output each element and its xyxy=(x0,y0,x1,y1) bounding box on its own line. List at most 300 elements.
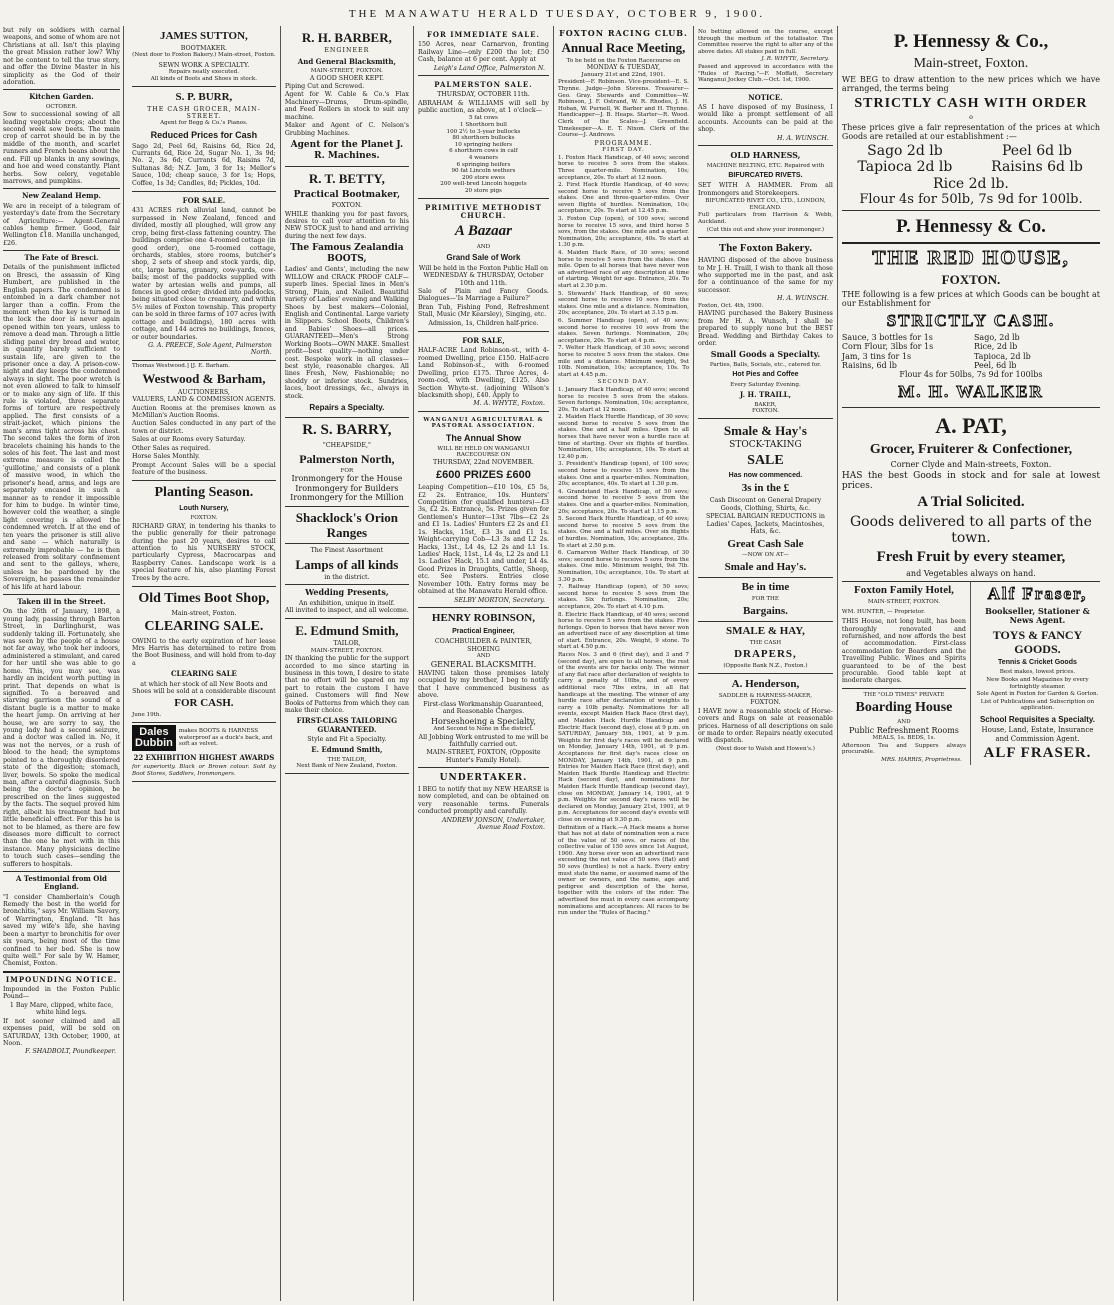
sutton-trade: BOOTMAKER. xyxy=(180,44,228,52)
dales-dubbin-ad xyxy=(132,723,276,782)
race-entry: 1. January Hack Handicap, of 40 sovs; second horse to receive 5 sovs from the stakes. Seven furlongs. Nomination, 10s; acceptance, 20s. To start at 12 noon. xyxy=(557,386,689,413)
barber-p3: Maker and Agent of C. Nelson's Grubbing Machines. xyxy=(284,122,409,137)
burr-trade: THE CASH GROCER, MAIN-STREET. xyxy=(147,105,261,120)
hack-definition: Definition of a Hack.—A Hack means a horse that has not at date of nomination won a race of the value of 50 sovs. or races of the collective value of 150 sovs since 1st August, 1900. Any horse ever won an advertised race exceeding the net value of 50 sovs (flat) and 50 sovs (hurdles) is not a hack. Every entry must state the name, or assumed name of the owner or owners, and the name, age and pedigree and description of the horse, together with the colors of the rider. The advertised fee must in every case accompany nominations and acceptances. All races to be run under the "Rules of Racing." xyxy=(557,824,689,917)
barber-subtitle: And General Blacksmith, xyxy=(297,56,396,66)
toys-fancy: TOYS & FANCY GOODS. xyxy=(992,627,1083,657)
livestock-item: 6 shorthorn cows in calf xyxy=(449,148,518,155)
barry-line-1: Ironmongery for the House xyxy=(291,474,403,484)
bakery-text: HAVING disposed of the above business to Mr J. H. Traill, I wish to thank all those who supported me in the past, and ask for a continuance of the same for my successor. xyxy=(697,257,833,294)
wanganui-date: THURSDAY, 22nd NOVEMBER. xyxy=(432,458,534,466)
farm-sale-ad xyxy=(132,192,276,361)
westwood-ad xyxy=(132,361,276,482)
smith-sig-1: E. Edmund Smith, xyxy=(311,745,383,755)
kitchen-month: OCTOBER. xyxy=(45,103,78,110)
be-in-time: Be in time xyxy=(741,581,790,594)
red-flour: Flour 4s for 50lbs, 7s 9d for 100lbs xyxy=(899,370,1043,380)
parties: Parties, Balls, Socials, etc., catered for. xyxy=(709,361,821,368)
impound-signature: F. SHADBOLT, Poundkeeper. xyxy=(25,1048,116,1056)
livestock-item: 6 springing heifers xyxy=(456,161,511,168)
meeting-date: January 21st and 22nd, 1901. xyxy=(581,71,666,78)
henderson-town: FOXTON. xyxy=(750,699,781,707)
sutton-line-2: All kinds of Boots and Shoes in stock. xyxy=(150,76,258,82)
column-1 xyxy=(128,26,281,1301)
burr-ad xyxy=(132,87,276,193)
pat-fruit: Fresh Fruit by every steamer, xyxy=(876,548,1066,565)
westwood-names: Thomas Westwood.] [J. E. Barham. xyxy=(132,362,230,369)
red-price-row xyxy=(842,333,1100,342)
clearing-cash: FOR CASH. xyxy=(174,697,234,710)
intro-text: but rely on soldiers with carnal weapons, and some of whom are not Christians at all. Isn't this playing the great Mission rather low? Why not be content to tell the true story, and offer the Divine Master in his simplicity as the God of their adoration. xyxy=(3,27,120,86)
betty-town: FOXTON. xyxy=(331,202,363,210)
livestock-item: 20 store pigs xyxy=(464,187,502,194)
dales-logo-text-1: Dales xyxy=(139,725,169,738)
sale2-text: HALF-ACRE Land Robinson-st., with 4-roomed Dwelling, price £150. Half-acre Land Robinson-st., with 6-roomed Dwelling, price £175. Three Acres, 4-room-cod, with Dwelling, £125. Also Section Whyte-st. (adjoining Wilson's blacksmith shop), £40. Apply to xyxy=(417,347,549,399)
barry-tag: "CHEAPSIDE," xyxy=(322,442,371,450)
smale-commenced: Has now commenced. xyxy=(728,472,803,480)
harness-heading: OLD HARNESS, xyxy=(730,150,801,161)
wanganui-show: The Annual Show xyxy=(445,432,522,443)
columns xyxy=(128,26,1104,1301)
race-entry: 2. First Hack Hurdle Handicap, of 40 sovs; second horse to receive 5 sovs from the stakes. One and three-quarter-miles. Over seven flights of hurdles. Nomination, 10s; acceptance, 20s. To start at 12.45 p.m. xyxy=(557,182,689,215)
walker-name: M. H. WALKER xyxy=(898,381,1044,401)
hotel-text: THIS House, not long built, has been thoroughly renovated and refurnished, and now affords the best of accommodation. First-class accommodation for Boarders and the Travelling Public. Wines and Spirits guaranteed to be of the best procurable. Good table kept at moderate charges. xyxy=(841,618,966,685)
bakery-ad xyxy=(698,238,833,419)
henderson-trade: SADDLER & HARNESS-MAKER, xyxy=(718,692,813,699)
henry-trade: Practical Engineer, xyxy=(452,627,515,635)
race-entry: 3. Foxton Cup (open), of 100 sovs; second horse to receive 15 sovs, and third horse 5 sovs, from the stakes. One mile and a quarter. Nomination, 20s; acceptance, 40s. To start at 1.30 p.m. xyxy=(557,216,689,249)
hennessy-title: P. Hennessy & Co., xyxy=(893,31,1049,52)
harness-particulars: Full particulars from Harrison & Webb, Auckland. xyxy=(697,212,833,226)
bresci-title: The Fate of Bresci. xyxy=(24,253,99,263)
notice-heading: NOTICE. xyxy=(748,92,783,102)
bazaar-p4: Admission, 1s, Children half-price. xyxy=(428,319,539,327)
sutton-ad xyxy=(132,26,276,87)
notice-text: AS I have disposed of my Business, I would like a prompt settlement of all accounts. Accounts can be paid at the shop. xyxy=(697,104,833,134)
traill-name: J. H. TRAILL, xyxy=(739,390,792,400)
race-entry: 6. Summer Handicap (open), of 40 sovs; second horse to receive 10 sovs from the stakes. Seven furlongs. Nomination, 20s; acceptance, 20s. To start at 4 p.m. xyxy=(557,317,689,344)
bazaar-text: Will be held in the Foxton Public Hall on WEDNESDAY & THURSDAY, October 10th and 11th. xyxy=(418,264,548,287)
red-house-town: FOXTON. xyxy=(941,272,1001,288)
livestock-item: 100 2½ to 3-year bullocks xyxy=(446,128,521,135)
wanganui-text: Leaping Competition—£10 10s, £5 5s, £2 2s. Entrance, 10s. Hunters' Competition (for qualified hunters)—£3 3s, £2 2s. Entrance, 5s. Prizes given for Gentlemen's Hunter—13st 7lbs—£2 2s and £1 1s. Ladies' Hunters £2 2s and £1 1s. Hacks, 15st, £3 3s and £1 1s. Weight-carrying Cob—L3 3s and L2 2s. Hacks, 13st., L4 4s, L2 2s and L1 1s. Ladies' Hack, 11st., L4 4s, L2 2s and L1 1s. Ladies' Hack, 15.1 and under, L4 4s. Good Prizes in Draughts, Cattle, Sheep, etc. See Posters. Entries close November 10th. Entry forms may be obtained at the Manawatu Herald office. xyxy=(417,484,549,596)
old-times-heading: THE "OLD TIMES" PRIVATE xyxy=(863,691,945,698)
undertaker-sig: ANDREW JONSON, Undertaker, Avenue Road Foxton. xyxy=(441,816,545,831)
red-price-item: Tapioca, 2d lb xyxy=(973,351,1031,361)
for-the: FOR THE xyxy=(751,596,780,602)
smith-style: Style and Fit a Specialty. xyxy=(307,735,387,743)
planting-town: FOXTON. xyxy=(190,515,218,522)
pat-vegetables: and Vegetables always on hand. xyxy=(906,568,1036,578)
race-terms: Races Nos. 3 and 6 (first day), and 3 and 7 (second day), are open to all horses, the rest of the events are for hacks only. The winner of any flat race after declaration of weights to carry a penalty of 10lbs, and of every additional race 7lbs extra, in all flat handicaps at the meeting. The winner of any hurdle race after declaration of weights to carry a 10lb penalty. Nominations for all events, except Maiden Hack Race (first day), and Maiden Hack Hurdle Handicap and Electric Hack (second day), close at 9 p.m. on SATURDAY, January 5th, 1901, at 9 p.m. Weights for first day's races will be declared on Monday, January 14th, 1901, at 9 p.m. Acceptances for first day's races close on MONDAY, January 14th, 1901, at 9 p.m. Entries for Maiden Hack Race (first day), and Maiden Hack Hurdle Handicap and Electric Hack (second day), and nominations for Maiden Hack Hurdle Handicap (second day), close on MONDAY, January 14, 1901, at 9 p.m. Weights for second day's races will be declared on Monday, January 21st, 1901, at 9 p.m. Acceptances for second day's events will close on evening at 9.30 p.m. xyxy=(557,652,689,823)
hennessy-prices xyxy=(842,143,1100,176)
livestock-item: 5 fat cows xyxy=(468,115,498,122)
palmerston-text: ABRAHAM & WILLIAMS will sell by public auction, as above, at 1 o'clock— xyxy=(417,99,549,115)
red-price-item: Corn Flour, 3lbs for 1s xyxy=(841,342,934,352)
farm-sale-signature: G. A. PREECE, Sole Agent, Palmerston North. xyxy=(148,341,272,357)
immediate-sale-text: 150 Acres, near Carnarvon, fronting Railway Line—only £200 the lot; £50 Cash, balance at 6 per cent. Apply at xyxy=(417,41,549,64)
undertaker-ad xyxy=(418,768,549,834)
smith-sig-3: Next Bank of New Zealand, Foxton. xyxy=(296,763,398,770)
old-times-boot-ad xyxy=(132,587,276,723)
red-price-row xyxy=(842,352,1100,361)
harness-ad xyxy=(698,146,833,238)
henry-p3: And Second to None in the district. xyxy=(433,725,534,732)
column-left xyxy=(0,26,124,1301)
westwood-trade: AUCTIONEERS, xyxy=(177,388,230,396)
church-heading: PRIMITIVE METHODIST CHURCH. xyxy=(425,202,542,220)
hotel-address: MAIN-STREET, FOXTON. xyxy=(867,598,941,605)
pat-name: A. PAT, xyxy=(935,412,1007,438)
fraser-name: Alf Fraser, xyxy=(987,583,1088,603)
pat-text: HAS the best Goods in stock and for sale at lowest prices. xyxy=(841,470,1100,492)
smith-sig-2: THE TAILOR, xyxy=(327,756,367,763)
red-price-item: Peel, 6d lb xyxy=(973,361,1017,371)
westwood-p4: Other Sales as required. xyxy=(132,444,211,452)
clearing-date: June 19th. xyxy=(132,712,162,719)
bazaar-ad xyxy=(418,199,549,333)
wanganui-heading: WANGANUI AGRICULTURAL & PASTORAL ASSOCIATION. xyxy=(423,416,544,430)
testimonial-text: "I consider Chamberlain's Cough Remedy the best in the world for bronchitis," says Mr. William Savory, of Warrington, England. "It has saved my wife's life, she having been a martyr to bronchitis for over six years, being most of the time confined to her bed. She is now quite well." For sale by W. Hamer, Chemist, Foxton. xyxy=(3,893,120,968)
sutton-address: (Next door to Foxton Bakery.) Main-street, Foxton. xyxy=(132,52,276,59)
planting-subtitle: Louth Nursery, xyxy=(179,504,229,512)
pat-trial: A Trial Solicited. xyxy=(917,494,1025,511)
testimonial-title: A Testimonial from Old England. xyxy=(16,874,107,892)
agent-text: Sole Agent in Foxton for Garden & Gorton. xyxy=(976,691,1099,698)
cash-sale: Great Cash Sale xyxy=(727,537,804,550)
hennessy-ad: P. Hennessy & Co., Main-street, Foxton. WE BEG to draw attention to the new prices which we have arranged, the terms being STRICTLY CASH WITH ORDER o These prices give a fair representation of the prices at which Goods are retailed at our establishment :— Sago 2d lb Peel 6d lb Tapioca 2d lb Raisins 6d lb Rice 2d lb. Flour 4s for 50lb, 7s 9d for 100lb. xyxy=(842,26,1100,211)
impound-text: Impounded in the Foxton Public Pound— xyxy=(3,986,120,1001)
immediate-sale-heading: FOR IMMEDIATE SALE. xyxy=(426,30,540,39)
betting-text: No betting allowed on the course, except through the medium of the totalisator. The Committee reserve the right to alter any of the above dates. All stakes paid in full. xyxy=(697,29,833,55)
sutton-line-1: Repairs neatly executed. xyxy=(168,69,239,76)
bargains: Bargains. xyxy=(742,604,788,617)
burr-price-list: Sago 2d, Peel 6d, Raisins 6d, Rice 2d, Currants 6d, Rice 2d, Sugar No. 1, 3s 9d; No. 2, 3s 6d; Currants 6d, Raisins 7d, Sultanas 8d; N.Z. Jam, 3 for 1s; Mellor's Sauce, 10d; cheap sauce, 3 for 1s; Hops, Coffee, 1s 3d; Candles, 8d; Pickles, 10d. xyxy=(132,142,276,187)
dales-row xyxy=(132,725,276,751)
red-price-item: Sago, 2d lb xyxy=(973,332,1020,342)
wedding-text: An exhibition, unique in itself. xyxy=(298,599,395,607)
barry-ad xyxy=(285,418,409,618)
harness-rivets: BIFURCATED RIVETS. xyxy=(728,172,803,180)
westwood-subtitle: VALUERS, LAND & COMMISSION AGENTS. xyxy=(132,396,276,404)
red-house-prices xyxy=(842,333,1100,371)
betty-ad xyxy=(285,167,409,418)
smale-discount: 3s in the £ xyxy=(741,482,790,495)
wunsch-notice xyxy=(698,89,833,146)
barber-ad xyxy=(285,26,409,167)
westwood-p2: Auction Sales conducted in any part of the town or district. xyxy=(132,420,276,435)
harness-cut: (Cut this out and show your ironmonger.) xyxy=(706,226,825,233)
barry-for: FOR xyxy=(340,467,354,474)
red-price-row xyxy=(842,342,1100,351)
passed-text: Passed and approved in accordance with the "Rules of Racing."—F. Moffatt, Secretary Wanganui Jockey Club.—Oct. 1st, 1900. xyxy=(697,63,833,84)
fraser-signature: ALF FRASER. xyxy=(983,744,1092,761)
planet-agent: Agent for the Planet J. R. Machines. xyxy=(290,139,404,161)
henry-and: AND xyxy=(476,652,491,659)
bakery-text-2: HAVING purchased the Bakery Business from Mr H. A. Wunsch, I shall be prepared to supply none but the BEST Bread. Wedding and Birthday Cakes to order. xyxy=(697,310,833,347)
race-entry: 2. Maiden Hack Hurdle Handicap, of 30 sovs; second horse to receive 5 sovs from the stakes. One and a half miles. Open to all horses that have never won a hurdle race at time of starting. Over six flights of hurdles. Nomination, 10s; acceptance, 10s. To start at 12.40 p.m. xyxy=(557,414,689,460)
zealandia-text: Ladies' and Gents', including the new WILLOW and CRACK PROOF CALF—superb lines. Special lines in Men's Strong, Plain, and Nailed. Beautiful variety of Ladies' evening and Walking Shoes by best makers—Colonial, English and Continental. Large variety in Slippers. School Boots, Children's and Babies' Shoes—all prices. GUARANTEED—Men's Strong Working Boots—OWN MAKE. Smallest profit—best quality—nothing under cost. Bespoke work in all classes—best style, reasonable charges. All lines Fresh, New, Fashionable; no shoddy or inferior stock. Sundries, laces, boot dressings, &c., always in stock. xyxy=(284,266,409,400)
wanganui-sig: SELBY MORTON, Secretary. xyxy=(454,596,545,604)
column-4 xyxy=(554,26,694,1301)
hotel-column xyxy=(842,582,971,765)
notice-sig: H. A. WUNSCH. xyxy=(776,134,829,142)
smith-text: IN thanking the public for the support accorded to me since starting in business in this town, I desire to state that no effort will be spared on my part to retain the custom I have gained. Customers will find New Books of Patterns from which they can make their choice. xyxy=(284,655,409,715)
small-goods: Small Goods a Specialty. xyxy=(710,349,821,360)
livestock-item: 80 shorthorn bullocks xyxy=(452,135,515,142)
wanganui-prizes: £600 PRIZES £600 xyxy=(436,469,531,482)
bakery-heading: The Foxton Bakery. xyxy=(718,242,813,255)
shacklock-ranges: Shacklock's Orion Ranges xyxy=(295,509,398,540)
undertaker-text: I BEG to notify that my NEW HEARSE is now completed, and can be obtained on very reasonable terms. Funerals conducted promptly and carefully. xyxy=(417,785,549,816)
westwood-title: Westwood & Barham, xyxy=(142,371,266,387)
henderson-name: A. Henderson, xyxy=(731,677,800,690)
planting-title: Planting Season. xyxy=(154,485,254,501)
livestock-item: 1 Shorthorn bull xyxy=(460,122,507,129)
smale-heading: Smale & Hay's xyxy=(723,422,807,438)
saturday: Every Saturday Evening. xyxy=(730,381,801,388)
price-item: Raisins 6d lb xyxy=(991,159,1083,176)
day-1-races xyxy=(558,155,689,379)
betty-name: R. T. BETTY, xyxy=(308,171,385,187)
smale-sale: SALE xyxy=(747,452,784,468)
henry-robinson-ad xyxy=(418,608,549,768)
wanganui-held: WILL BE HELD ON WANGANUI RACECOURSE ON xyxy=(437,445,530,459)
sh-address: (Opposite Bank N.Z., Foxton.) xyxy=(723,663,808,670)
harness-text: SET WITH A HAMMER. From all Ironmongers and Storekeepers. xyxy=(697,182,833,197)
farm-sale-text: 431 ACRES rich alluvial land, cannot be surpassed in New Zealand, fenced and divided, mostly all ploughed, will grow any crop, being first-class fattening country. The buildings comprise one 4-roomed cottage (in good order), one 5-roomed cottage, orchards, stables, store rooms, butcher's shop, 2 sets of sheep and stock yards, dip, etc, large barns, granary, cow-yards, cow-bails; most of the paddocks supplied with water by artesian wells and pumps, all fences in good order; divided into paddocks, being situated close to creamery, and within 5½ miles of Foxton township. This property can be sold in three farms of 107 acres (with cottage and buildings), 180 acres with cottage, and 144 acres no buildings, fences, or outer boundaries. xyxy=(132,207,276,341)
palmerston-heading: PALMERSTON SALE. xyxy=(434,79,533,89)
hennessy-text-2: These prices give a fair representation of the prices at which Goods are retailed at our establishment :— xyxy=(841,122,1100,142)
bazaar-title: A Bazaar xyxy=(454,223,512,240)
livestock-item: 200 well-bred Lincoln hoggets xyxy=(440,181,527,188)
hennessy-address: Main-street, Foxton. xyxy=(913,56,1029,72)
dales-side-text: makes BOOTS & HARNESS waterproof as a duck's back, and soft as velvet. xyxy=(178,728,273,748)
race-entry: 8. Electric Hack Handicap, of 40 sovs; second horse to receive 5 sovs from the stakes. Five furlongs. Open to horses that have never won an advertised race of any description at time of start. Entrance, 20s. Weight, 9 stone. To start at 4.50 p.m. xyxy=(557,611,689,651)
barry-line-3: Ironmongery for the Million xyxy=(290,493,404,503)
race-entry: 4. Grandstand Hack Handicap, of 50 sovs; second horse to receive 5 sovs from the stakes. One and a quarter-miles. Nomination, 20s; acceptance, 20s. To start at 1.15 p.m. xyxy=(557,488,689,515)
clearing-heading: CLEARING SALE xyxy=(170,669,237,679)
clearing-text: OWING to the early expiration of her lease Mrs Harris has determined to retire from the Boot Business, and will hold from to-day a xyxy=(132,637,276,667)
zealandia-title: The Famous Zealandia BOOTS, xyxy=(290,243,404,264)
red-price-item: Rice, 2d lb xyxy=(973,342,1018,352)
red-house-title: THE RED HOUSE, xyxy=(872,246,1070,269)
old-times-address: Main-street, Foxton. xyxy=(171,609,237,617)
barber-p2: Agent for W. Cable & Co.'s Flax Machinery—Drums, Drum-spindle, and Feed Rollers in stock to suit any machine. xyxy=(284,91,409,121)
day-1-heading: FIRST DAY. xyxy=(602,147,645,154)
livestock-item: 4 weaners xyxy=(468,155,499,162)
traill-trade: BAKER, xyxy=(754,401,777,408)
palmerston-date: THURSDAY, OCTOBER 11th. xyxy=(437,91,530,99)
kitchen-garden-title: Kitchen Garden. xyxy=(29,92,94,102)
betty-text: WHILE thanking you for past favors, desires to call your attention to his NEW STOCK just to hand and arriving during the next few days. xyxy=(284,210,409,240)
planting-text: RICHARD GRAY, in tendering his thanks to the public generally for their patronage during the past 20 years, desires to call attention to his NURSERY STOCK, particularly Cypress, Macrocarpas and Raspberry Canes. Landscape work is a special feature of his, also planting Forest Trees by the acre. xyxy=(132,522,276,582)
betting-sig: J. R. WHYTE, Secretary. xyxy=(761,56,829,63)
undertaker-heading: UNDERTAKER. xyxy=(439,773,528,784)
smith-trade: TAILOR, xyxy=(333,640,361,648)
clearing-title: CLEARING SALE. xyxy=(144,619,264,635)
boarding-and: AND xyxy=(897,719,911,725)
sutton-specialty: SEWN WORK A SPECIALTY. xyxy=(158,61,250,69)
henry-p2: Horseshoeing a Specialty, xyxy=(431,716,536,726)
finest-assortment: The Finest Assortment xyxy=(310,547,384,555)
burr-agent: Agent for Begg & Co.'s Pianos. xyxy=(160,120,248,127)
meeting-days: MONDAY & TUESDAY, xyxy=(586,64,661,72)
fraser-column xyxy=(971,582,1100,765)
palmerston-sale-ad xyxy=(418,76,549,199)
lamps-sub: in the district. xyxy=(324,574,370,582)
farm-sale-heading: FOR SALE. xyxy=(182,196,226,206)
livestock-item: 10 springing heifers xyxy=(454,141,513,148)
sale2-sig: M. A. WHYTE, Foxton. xyxy=(473,400,545,408)
henry-subtitle: COACHBUILDER & PAINTER, SHOEING xyxy=(434,638,533,653)
westwood-p6: Prompt Account Sales will be a special feature of the business. xyxy=(132,461,276,476)
harness-subtitle: MACHINE BELTING, ETC. Repaired with xyxy=(706,162,825,169)
school-requisites: School Requisites a Specialty. xyxy=(979,714,1095,724)
price-item: Sago 2d lb xyxy=(867,142,943,159)
smale-hay-name: Smale and Hay's. xyxy=(724,561,807,574)
dales-logo xyxy=(132,725,176,751)
lamps: Lamps of all kinds xyxy=(295,556,399,572)
pat-ad xyxy=(842,408,1100,582)
betty-footer: Repairs a Specialty. xyxy=(309,403,385,413)
refreshment-rooms: Public Refreshment Rooms xyxy=(848,725,959,735)
impound-title: IMPOUNDING NOTICE. xyxy=(5,974,118,984)
taken-ill-text: On the 26th of January, 1898, a young lady, passing through Barton Street, in Darlinghurst, was suddenly taking ill. Fortunately, she was seen by the people of a house not far away, who took her indoors, administered a stimulant, and cared for her until she was able to go home. This, you may see, was hardly an incident worth putting in print. That depends on what is signified. To a bereaved and starving garrison the sound of a distant bugle is a matter to make the heart jump. On arriving at her house, we are sorry to say, the young lady had a second seizure, and a doctor was called in. No, it was not the nerves, or a rush of blood to the head; the symptoms pointed to a thoroughly disordered state of the digestion; stomach, liver, bowels. So spoke the medical man, after a careful diagnosis. Such being the doctor's opinion, he prescribed on the lines suggested by the facts. The sequel proved him right, albeit his treatment had but little beneficial effect. For this he is not to be blamed, as there are few diseases more difficult to correct than the one he met with in this instance. Many physicians decline to touch such cases—sending the sufferers to hospitals. xyxy=(3,608,120,868)
old-times-title: Old Times Boot Shop, xyxy=(138,591,270,607)
column-2 xyxy=(281,26,414,1301)
bazaar-p2: Sale of Plain and Fancy Goods. Dialogues—'Is Marriage a Failure?' xyxy=(417,288,549,303)
afternoon-tea: Afternoon Tea and Suppers always procurable. xyxy=(841,742,966,756)
tennis-goods: Tennis & Cricket Goods xyxy=(998,659,1077,667)
barry-town: Palmerston North, xyxy=(299,451,395,466)
race-entry: 5. Second Hack Hurdle Handicap, of 40 sovs; second horse to receive 5 sovs from the stakes. One and a half miles. Over six flights of hurdles. Nomination, 10s; acceptance, 20s. To start at 2.50 p.m. xyxy=(557,516,689,549)
hot-pies: Hot Pies and Coffee xyxy=(732,371,799,379)
wedding-presents: Wedding Presents, xyxy=(305,587,389,598)
red-price-item: Raisins, 6d lb xyxy=(841,361,897,371)
traill-town: FOXTON. xyxy=(751,408,779,415)
henry-p1: First-class Workmanship Guaranteed, and Reasonable Charges. xyxy=(423,700,544,716)
red-price-item: Jam, 3 tins for 1s xyxy=(841,351,912,361)
race-entry: 5. Stewards' Hack Handicap, of 60 sovs; second horse to receive 10 sovs from the stakes. One mile and a distance. Nomination, 20s; acceptance, 20s. To start at 3.15 p.m. xyxy=(557,290,689,317)
wanganui-ad xyxy=(418,412,549,608)
race-entry: 7. Railway Handicap (open), of 50 sovs; second horse to receive 5 sovs from the stakes. Six furlongs. Nomination, 20s; acceptance, 20s. To start at 4.10 p.m. xyxy=(557,584,689,610)
henry-address: MAIN-STREET, FOXTON, (Opposite Hunter's Family Hotel). xyxy=(426,749,541,764)
special-bargain: SPECIAL BARGAIN REDUCTIONS in Ladies' Capes, Jackets, Macintoshes, Hats, &c. xyxy=(705,513,825,536)
pat-address: Corner Clyde and Main-streets, Foxton. xyxy=(890,460,1052,470)
list-text: List of Publications and Subscription on application. xyxy=(980,698,1095,712)
henderson-address: (Next door to Walsh and Howen's.) xyxy=(715,745,815,752)
smith-specialty: FIRST-CLASS TAILORING GUARANTEED. xyxy=(296,716,398,734)
impound-tail: If not sooner claimed and all expenses paid, will be sold on SATURDAY, 13th October, 1900, at Noon. xyxy=(3,1017,120,1047)
house-agent: House, Land, Estate, Insurance and Commission Agent. xyxy=(981,726,1094,743)
smale-text: Cash Discount on General Drapery Goods, Clothing, Shirts, &c. xyxy=(709,497,822,512)
barry-line-2: Ironmongery for Builders xyxy=(295,483,399,493)
harness-company: BIFURCATED RIVET CO., LTD., LONDON, ENGLAND. xyxy=(705,198,826,211)
fraser-trade: Bookseller, Stationer & News Agent. xyxy=(985,605,1090,626)
price-item: Tapioca 2d lb xyxy=(857,159,953,176)
burr-name: S. P. BURR, xyxy=(175,90,233,103)
westwood-p1: Auction Rooms at the premises known as McMillan's Auction Rooms. xyxy=(132,404,276,420)
henderson-ad xyxy=(698,674,833,756)
henry-blacksmith: GENERAL BLACKSMITH. xyxy=(430,659,537,669)
impound-item: 1 Bay Mare, clipped, white face, white hind legs. xyxy=(9,1001,114,1017)
livestock-item: 200 store ewes xyxy=(461,174,505,181)
sale2-heading: FOR SALE, xyxy=(462,336,505,346)
barber-trade: ENGINEER xyxy=(324,47,370,55)
henry-text: HAVING taken those premises lately occupied by my brother, I beg to notify that I have commenced business as above. xyxy=(417,670,549,700)
meeting-text: To be held on the Foxton Racecourse on xyxy=(566,57,681,64)
pat-trade: Grocer, Fruiterer & Confectioner, xyxy=(869,441,1073,457)
kitchen-text: Sow to successional sowing of all leading vegetable crops; about the second week sow beets. The main crop of carrot should be in by the middle of the month, and scarlet runners and French beans about the end. Fill up blanks in any sowings, and hoe and weed constantly. Plant herbs. Sow celery, vegetable marrows, and pumpkins. xyxy=(3,111,121,186)
red-strictly-cash: STRICTLY CASH. xyxy=(886,310,1056,330)
dales-logo-text-2: Dubbin xyxy=(135,736,173,749)
now-on: —NOW ON AT— xyxy=(741,552,789,559)
hemp-text: We are in receipt of a telegram of yesterday's date from the Secretary of Agriculture:— Agent-General cables hemp firmer. Good, fair Wellington £18. Manilla unchanged, £26. xyxy=(3,202,120,247)
westwood-p5: Horse Sales Monthly. xyxy=(132,453,200,461)
palmerston-items xyxy=(418,115,549,194)
bakery-date: Foxton, Oct. 4th, 1900. xyxy=(697,302,764,309)
red-price-row xyxy=(842,361,1100,370)
racing-club-ad xyxy=(558,29,689,917)
invite-text: All invited to inspect, and all welcome. xyxy=(285,607,409,615)
boarding-house: Boarding House xyxy=(855,700,953,716)
westwood-p3: Sales at our Rooms every Saturday. xyxy=(132,436,246,444)
clearing-tail: at which her stock of all New Boots and Shoes will be sold at a considerable discount xyxy=(132,680,276,695)
sh-name: SMALE & HAY, xyxy=(725,624,805,637)
programme-heading: PROGRAMME. xyxy=(594,139,653,147)
immediate-sale-ad xyxy=(418,26,549,76)
for-sale-ad xyxy=(418,332,549,412)
bresci-text: Details of the punishment inflicted on Bresci, the assassin of King Humbert, are published in the English papers. The condemned is entombed in a dark chamber not larger than a coffin. From the moment when the key is turned in the lock the door is never again opened within ten years, unless to remove a dead man. Through a little sliding panel dry bread and water, in quantity barely sufficient to sustain life, are given to the prisoner once a day. A prison-cow-night and day keeps the condemned always in sight. The poor wretch is not even allowed to talk to himself or to make any sign of life. If this rule is violated, three separate forms of torture are respectively applied. The first consists of a strait-jacket, which pinions the man's arms tight across his chest. The second takes the form of iron bracelets chaining his hands to the soles of his feet. The last and most extreme measure is called the 'guillotine,' and consists of a plank of massive wood, in which the prisoner's head, arms, and legs are separately encased in such a manner as to render it impossible for him to budge. In winter time, however cold the weather, a single light covering is allowed the condemned wretch. If at the end of ten years the prisoner is still alive and sane — which naturally is extremely improbable — he is then released from solitary confinement and sent to the galleys, where, unless he be pardoned by the Sovereign, he passes the remainder of his life at hard labour. xyxy=(3,264,120,591)
column-6 xyxy=(838,26,1104,1301)
barber-specialty: A GOOD SHOER KEPT. xyxy=(309,74,384,82)
smale-hay-ad xyxy=(698,419,833,674)
sh-drapers: DRAPERS, xyxy=(734,648,797,661)
sh-cash: THE CASH xyxy=(749,639,782,646)
dales-footer: for superiority. Black or Brown colour. Sold by Boot Stores, Saddlers, Ironmongers. xyxy=(132,764,276,777)
livestock-item: 90 fat Lincoln wethers xyxy=(451,168,516,175)
strictly-cash-order: STRICTLY CASH WITH ORDER xyxy=(854,95,1088,111)
smith-address: MAIN-STREET, FOXTON. xyxy=(310,647,383,654)
race-entry: 7. Welter Hack Handicap, of 30 sovs; second horse to receive 5 sovs from the stakes. One mile and a distance. Minimum weight, 9st 10lb. Nomination, 10s; acceptance, 10s. To start at 4.45 p.m. xyxy=(557,345,689,378)
bazaar-sale: Grand Sale of Work xyxy=(446,253,521,263)
hennessy-title-2: P. Hennessy & Co. xyxy=(896,216,1046,238)
red-price-item: Sauce, 3 bottles for 1s xyxy=(841,332,933,342)
column-3 xyxy=(414,26,554,1301)
price-item: Peel 6d lb xyxy=(1001,142,1072,159)
race-entry: 3. President's Handicap (open), of 100 sovs; second horse to receive 15 sovs from the stakes. One and a quarter-miles. Nomination, 20s; acceptance, 40s. To start at 1.30 p.m. xyxy=(557,461,689,488)
race-entry: 4. Maiden Hack Race, of 30 sovs; second horse to receive 5 sovs from the stakes. One mile. Open to all horses that have never won an advertised race of any description at time of starting. Weight for age. Entrance, 20s. To start at 2.30 p.m. xyxy=(557,250,689,290)
officials: President—F. Robinson. Vice-president—E. S. Thynne. Judge—John Stevens. Treasurer—Geo. Gray. Stewards and Committee—W. Robinson, J. F. Ostrand, W. R. Rhodes, J. H. Hoban, W. Purnell, W. Barber and H. Thynne. Handicapper—J. B. Heaps. Starter—R. Wood. Clerk of the Scales—J. Greenfield. Timekeeper—A. E. T. Nixon. Clerk of the Course—J. Andrews. xyxy=(557,79,689,139)
magazines: New Books and Magazines by every fortnightly steamer. xyxy=(986,677,1089,690)
hotel-proprietor: WM. HUNTER, — Proprietor. xyxy=(841,608,926,615)
red-house-text: THE following is a few prices at which Goods can be bought at our Establishment for xyxy=(841,289,1100,309)
meeting-title: Annual Race Meeting, xyxy=(561,40,686,56)
pat-goods: Goods delivered to all parts of the town. xyxy=(849,513,1092,547)
betting-notice xyxy=(698,26,833,89)
planting-ad xyxy=(132,481,276,587)
barry-name: R. S. BARRY, xyxy=(302,422,392,439)
price-row xyxy=(842,143,1100,160)
masthead: THE MANAWATU HERALD TUESDAY, OCTOBER 9, 1900. xyxy=(348,8,766,20)
barber-address: MAIN-STREET, FOXTON. xyxy=(310,68,383,74)
tennis-sub: Best makes, lowest prices. xyxy=(999,669,1076,676)
dales-award: 22 EXHIBITION HIGHEST AWARDS xyxy=(133,752,275,762)
price-row xyxy=(842,159,1100,176)
smith-name: E. Edmund Smith, xyxy=(295,622,399,638)
hennessy-text: WE BEG to draw attention to the new prices which we have arranged, the terms being xyxy=(841,74,1100,94)
